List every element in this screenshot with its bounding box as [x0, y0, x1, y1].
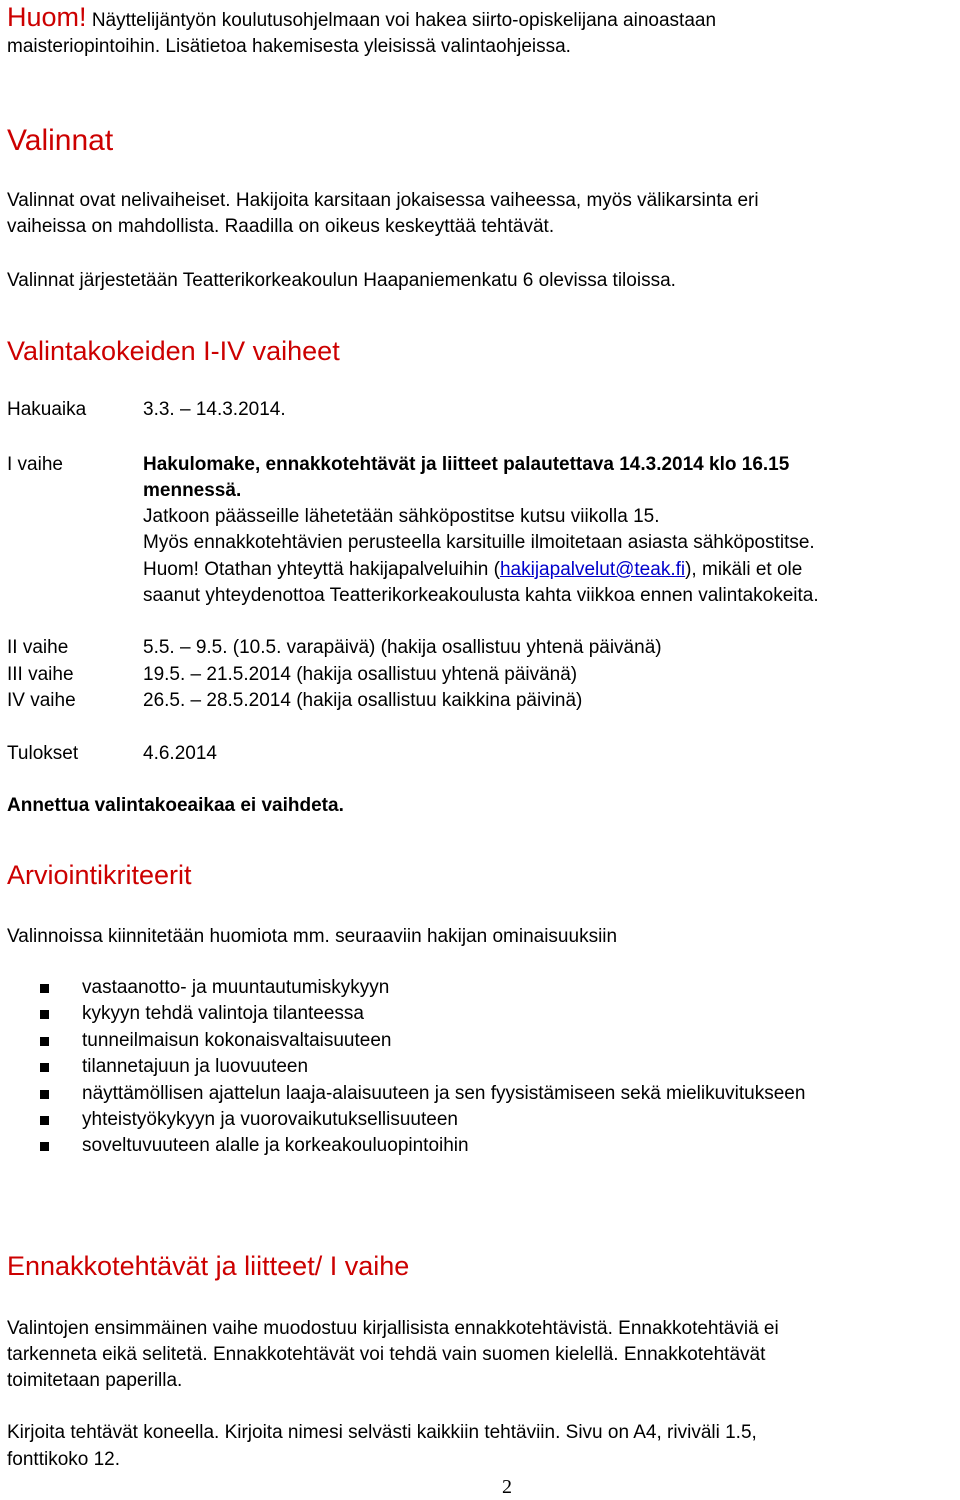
section-heading-arviointikriteerit: Arviointikriteerit: [7, 860, 192, 890]
section-heading-valinnat: Valinnat: [7, 124, 114, 157]
vaihe-1-line-5-post: ), mikäli et ole: [685, 559, 803, 580]
valinnat-paragraph-1-line-1: Valinnat ovat nelivaiheiset. Hakijoita karsitaan jokaisessa vaiheessa, myös välikarsinta eri: [7, 190, 759, 211]
bullet-square-icon: [40, 1090, 49, 1099]
vaihe-2-label: II vaihe: [7, 637, 69, 658]
criteria-list-item: näyttämöllisen ajattelun laaja-alaisuuteen ja sen fyysistämiseen sekä mielikuvitukseen: [82, 1083, 806, 1104]
ennakko-paragraph-1-line-1: Valintojen ensimmäinen vaihe muodostuu kirjallisista ennakkotehtävistä. Ennakkotehtäviä ei: [7, 1318, 779, 1339]
vaihe-1-deadline-line-2: mennessä.: [143, 480, 242, 501]
vaihe-1-line-5-pre: Huom! Otathan yhteyttä hakijapalveluihin (: [143, 559, 500, 580]
vaihe-1-line-4: Myös ennakkotehtävien perusteella karsituille ilmoitetaan asiasta sähköpostitse.: [143, 532, 815, 553]
hakuaika-value: 3.3. – 14.3.2014.: [143, 399, 286, 420]
ennakko-paragraph-1-line-3: toimitetaan paperilla.: [7, 1370, 183, 1391]
vaihe-1-line-6: saanut yhteydenottoa Teatterikorkeakoulusta kahta viikkoa ennen valintakokeita.: [143, 585, 819, 606]
bullet-square-icon: [40, 1142, 49, 1151]
notice-text-1: Näyttelijäntyön koulutusohjelmaan voi hakea siirto-opiskelijana ainoastaan: [91, 10, 717, 31]
ennakko-paragraph-2-line-2: fonttikoko 12.: [7, 1449, 121, 1470]
criteria-list-item: tunneilmaisun kokonaisvaltaisuuteen: [82, 1030, 392, 1051]
bullet-square-icon: [40, 1116, 49, 1125]
ennakko-paragraph-1-line-2: tarkenneta eikä selitetä. Ennakkotehtävät voi tehdä vain suomen kielellä. Ennakkotehtävät: [7, 1344, 766, 1365]
vaihe-4-value: 26.5. – 28.5.2014 (hakija osallistuu kaikkina päivinä): [143, 690, 583, 711]
bullet-square-icon: [40, 1063, 49, 1072]
page-number: 2: [502, 1476, 512, 1498]
vaihe-2-value: 5.5. – 9.5. (10.5. varapäivä) (hakija osallistuu yhtenä päivänä): [143, 637, 662, 658]
valinnat-paragraph-2: Valinnat järjestetään Teatterikorkeakoulun Haapaniemenkatu 6 olevissa tiloissa.: [7, 270, 676, 291]
vaihe-3-label: III vaihe: [7, 664, 74, 685]
section-heading-ennakkotehtavat: Ennakkotehtävät ja liitteet/ I vaihe: [7, 1251, 410, 1281]
valintakoeaika-note: Annettua valintakoeaikaa ei vaihdeta.: [7, 795, 344, 816]
bullet-square-icon: [40, 1010, 49, 1019]
vaihe-1-line-5: [143, 559, 802, 581]
tulokset-value: 4.6.2014: [143, 743, 217, 764]
hakuaika-label: Hakuaika: [7, 399, 87, 420]
criteria-list-item: kykyyn tehdä valintoja tilanteessa: [82, 1003, 364, 1024]
bullet-square-icon: [40, 984, 49, 993]
criteria-list-item: soveltuvuuteen alalle ja korkeakouluopintoihin: [82, 1135, 469, 1156]
arviointi-intro: Valinnoissa kiinnitetään huomiota mm. seuraaviin hakijan ominaisuuksiin: [7, 926, 618, 947]
vaihe-1-line-3: Jatkoon päässeille lähetetään sähköpostitse kutsu viikolla 15.: [143, 506, 660, 527]
ennakko-paragraph-2-line-1: Kirjoita tehtävät koneella. Kirjoita nimesi selvästi kaikkiin tehtäviin. Sivu on A4, riviväli 1.5,: [7, 1422, 757, 1443]
section-heading-vaiheet: Valintakokeiden I-IV vaiheet: [7, 336, 340, 366]
criteria-list-item: tilannetajuun ja luovuuteen: [82, 1056, 309, 1077]
tulokset-label: Tulokset: [7, 743, 79, 764]
notice-text-2: maisteriopintoihin. Lisätietoa hakemisesta yleisissä valintaohjeissa.: [7, 36, 571, 57]
hakijapalvelut-email-link[interactable]: hakijapalvelut@teak.fi: [499, 559, 686, 580]
notice-huom: Huom!: [7, 2, 87, 32]
vaihe-1-deadline-line-1: Hakulomake, ennakkotehtävät ja liitteet palautettava 14.3.2014 klo 16.15: [143, 454, 790, 475]
criteria-list-item: yhteistyökykyyn ja vuorovaikutuksellisuuteen: [82, 1109, 458, 1130]
vaihe-1-label: I vaihe: [7, 454, 63, 475]
criteria-list-item: vastaanotto- ja muuntautumiskykyyn: [82, 977, 390, 998]
notice-line-1: [7, 2, 716, 33]
valinnat-paragraph-1-line-2: vaiheissa on mahdollista. Raadilla on oikeus keskeyttää tehtävät.: [7, 216, 555, 237]
vaihe-4-label: IV vaihe: [7, 690, 76, 711]
vaihe-3-value: 19.5. – 21.5.2014 (hakija osallistuu yhtenä päivänä): [143, 664, 578, 685]
bullet-square-icon: [40, 1037, 49, 1046]
